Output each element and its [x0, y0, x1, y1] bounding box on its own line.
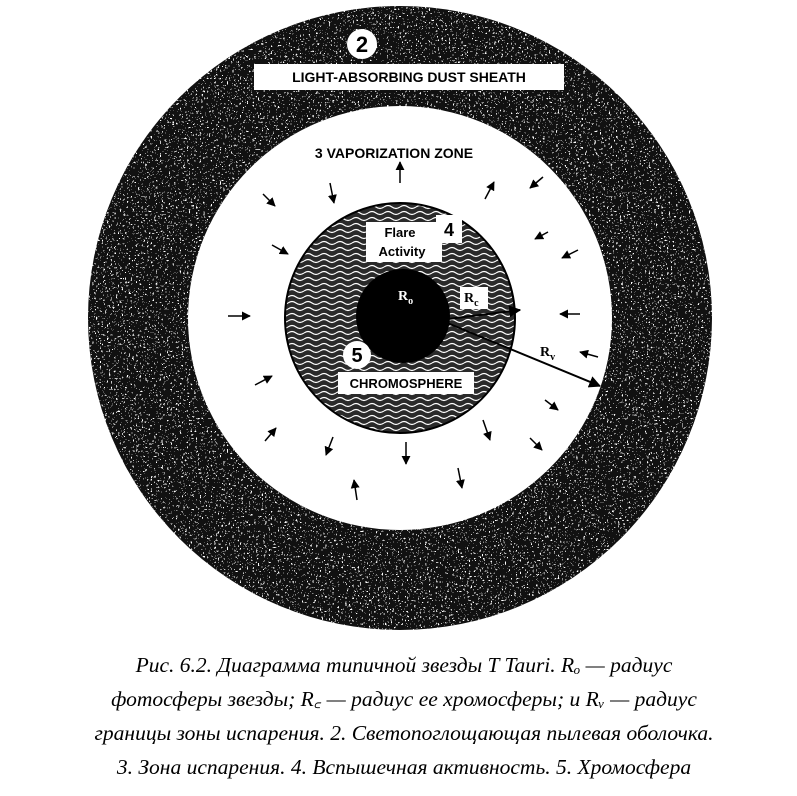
chromosphere-label: CHROMOSPHERE	[349, 376, 463, 391]
dust-number: 2	[355, 32, 369, 57]
rc-label: $R_c$	[464, 291, 479, 309]
activity-label: Activity	[378, 244, 426, 259]
figure-caption	[34, 648, 774, 784]
caption-line-1: Рис. 6.2. Диаграмма типичной звезды T Tauri. Rₒ — радиус	[135, 653, 673, 677]
ro-label: $R_o$	[398, 289, 414, 307]
caption-line-3: границы зоны испарения. 2. Светопоглощающая пылевая оболочка.	[94, 721, 714, 745]
dust-sheath-label: LIGHT-ABSORBING DUST SHEATH	[292, 69, 526, 85]
chromosphere-number: 5	[351, 345, 363, 367]
caption-line-4: 3. Зона испарения. 4. Вспышечная активность. 5. Хромосфера	[116, 755, 692, 779]
photosphere-core	[356, 269, 450, 363]
vaporization-zone-label: 3 VAPORIZATION ZONE	[314, 145, 474, 161]
flare-number: 4	[443, 220, 455, 240]
caption-line-2: фотосферы звезды; R꜀ — радиус ее хромосферы; и Rᵥ — радиус	[111, 687, 697, 711]
rv-label: $R_v$	[540, 345, 556, 363]
flare-label: Flare	[384, 225, 416, 240]
